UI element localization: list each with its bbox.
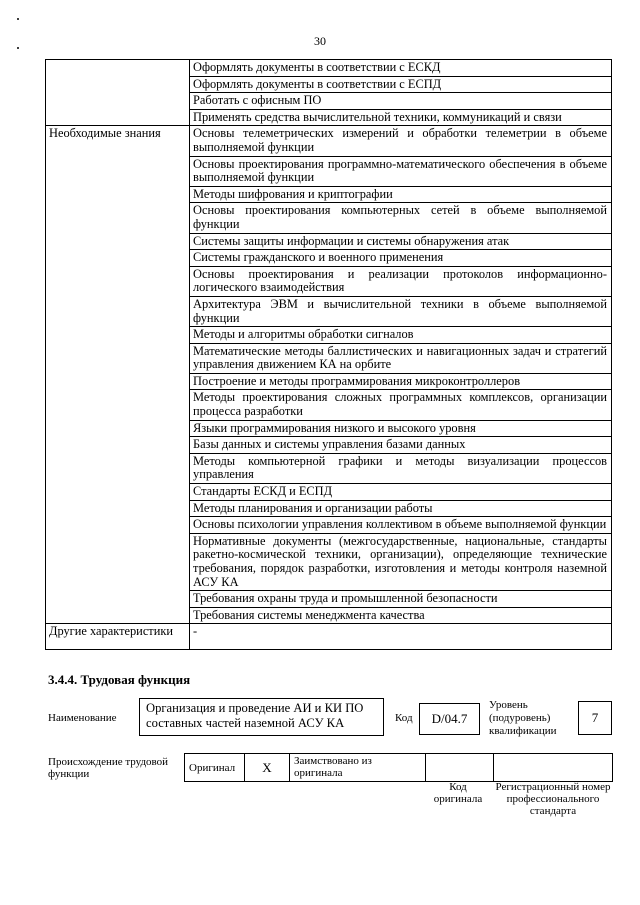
section-title: 3.4.4. Трудовая функция	[48, 672, 191, 687]
other-characteristics-value: -	[190, 624, 612, 650]
requirements-table	[45, 59, 612, 650]
knowledge-item: Системы защиты информации и системы обнаружения атак	[190, 233, 612, 250]
skill-item: Работать с офисным ПО	[190, 93, 612, 110]
code-label: Код	[395, 712, 413, 724]
registration-number-caption: Регистрационный номер профессионального стандарта	[495, 781, 611, 817]
function-code-box: D/04.7	[419, 703, 480, 735]
knowledge-item: Методы шифрования и криптографии	[190, 186, 612, 203]
knowledge-item: Методы проектирования сложных программных комплексов, организации процесса разработки	[190, 390, 612, 420]
knowledge-item: Требования охраны труда и промышленной безопасности	[190, 591, 612, 608]
knowledge-item: Архитектура ЭВМ и вычислительной техники в объеме выполняемой функции	[190, 296, 612, 326]
name-label: Наименование	[48, 712, 117, 724]
knowledge-item: Основы проектирования и реализации протоколов информационно-логического взаимодействия	[190, 266, 612, 296]
qualification-level-label: Уровень (подуровень) квалификации	[489, 699, 557, 737]
knowledge-item: Математические методы баллистических и навигационных задач и стратегий управления движением КА на орбите	[190, 343, 612, 373]
origin-borrowed-cell: Заимствовано из оригинала	[290, 754, 426, 782]
knowledge-item: Базы данных и системы управления базами данных	[190, 437, 612, 454]
skill-item: Оформлять документы в соответствии с ЕСПД	[190, 76, 612, 93]
knowledge-item: Основы телеметрических измерений и обработки телеметрии в объеме выполняемой функции	[190, 126, 612, 156]
function-name-box: Организация и проведение АИ и КИ ПО составных частей наземной АСУ КА	[139, 698, 384, 736]
knowledge-item: Требования системы менеджмента качества	[190, 607, 612, 624]
knowledge-item: Построение и методы программирования микроконтроллеров	[190, 373, 612, 390]
knowledge-item: Нормативные документы (межгосударственные, национальные, стандарты ракетно-космической техники, организации), определяющие технические требования, порядок разработки, изготовления и методы контроля наземной АСУ КА	[190, 533, 612, 590]
table-row	[46, 126, 612, 156]
qualification-level-box: 7	[578, 701, 612, 735]
knowledge-item: Основы психологии управления коллективом в объеме выполняемой функции	[190, 517, 612, 534]
table-row	[46, 60, 612, 77]
knowledge-item: Основы проектирования программно-математического обеспечения в объеме выполняемой функции	[190, 156, 612, 186]
original-code-caption: Код оригинала	[433, 781, 483, 805]
origin-label: Происхождение трудовой функции	[48, 756, 169, 780]
origin-mark-cell: X	[245, 754, 290, 782]
skill-item: Оформлять документы в соответствии с ЕСКД	[190, 60, 612, 77]
table-row	[46, 624, 612, 650]
origin-table	[184, 753, 613, 782]
knowledge-item: Основы проектирования компьютерных сетей в объеме выполняемой функции	[190, 203, 612, 233]
knowledge-item: Методы компьютерной графики и методы визуализации процессов управления	[190, 453, 612, 483]
scan-mark	[17, 18, 19, 20]
page-number: 30	[314, 34, 326, 48]
knowledge-item: Языки программирования низкого и высокого уровня	[190, 420, 612, 437]
knowledge-label: Необходимые знания	[46, 126, 190, 624]
knowledge-item: Стандарты ЕСКД и ЕСПД	[190, 484, 612, 501]
skill-item: Применять средства вычислительной техники, коммуникаций и связи	[190, 109, 612, 126]
knowledge-item: Методы планирования и организации работы	[190, 500, 612, 517]
skills-label-cell	[46, 60, 190, 126]
origin-original-cell: Оригинал	[185, 754, 245, 782]
registration-number-cell	[494, 754, 613, 782]
other-characteristics-label: Другие характеристики	[46, 624, 190, 650]
knowledge-item: Методы и алгоритмы обработки сигналов	[190, 327, 612, 344]
original-code-cell	[426, 754, 494, 782]
knowledge-item: Системы гражданского и военного применения	[190, 250, 612, 267]
